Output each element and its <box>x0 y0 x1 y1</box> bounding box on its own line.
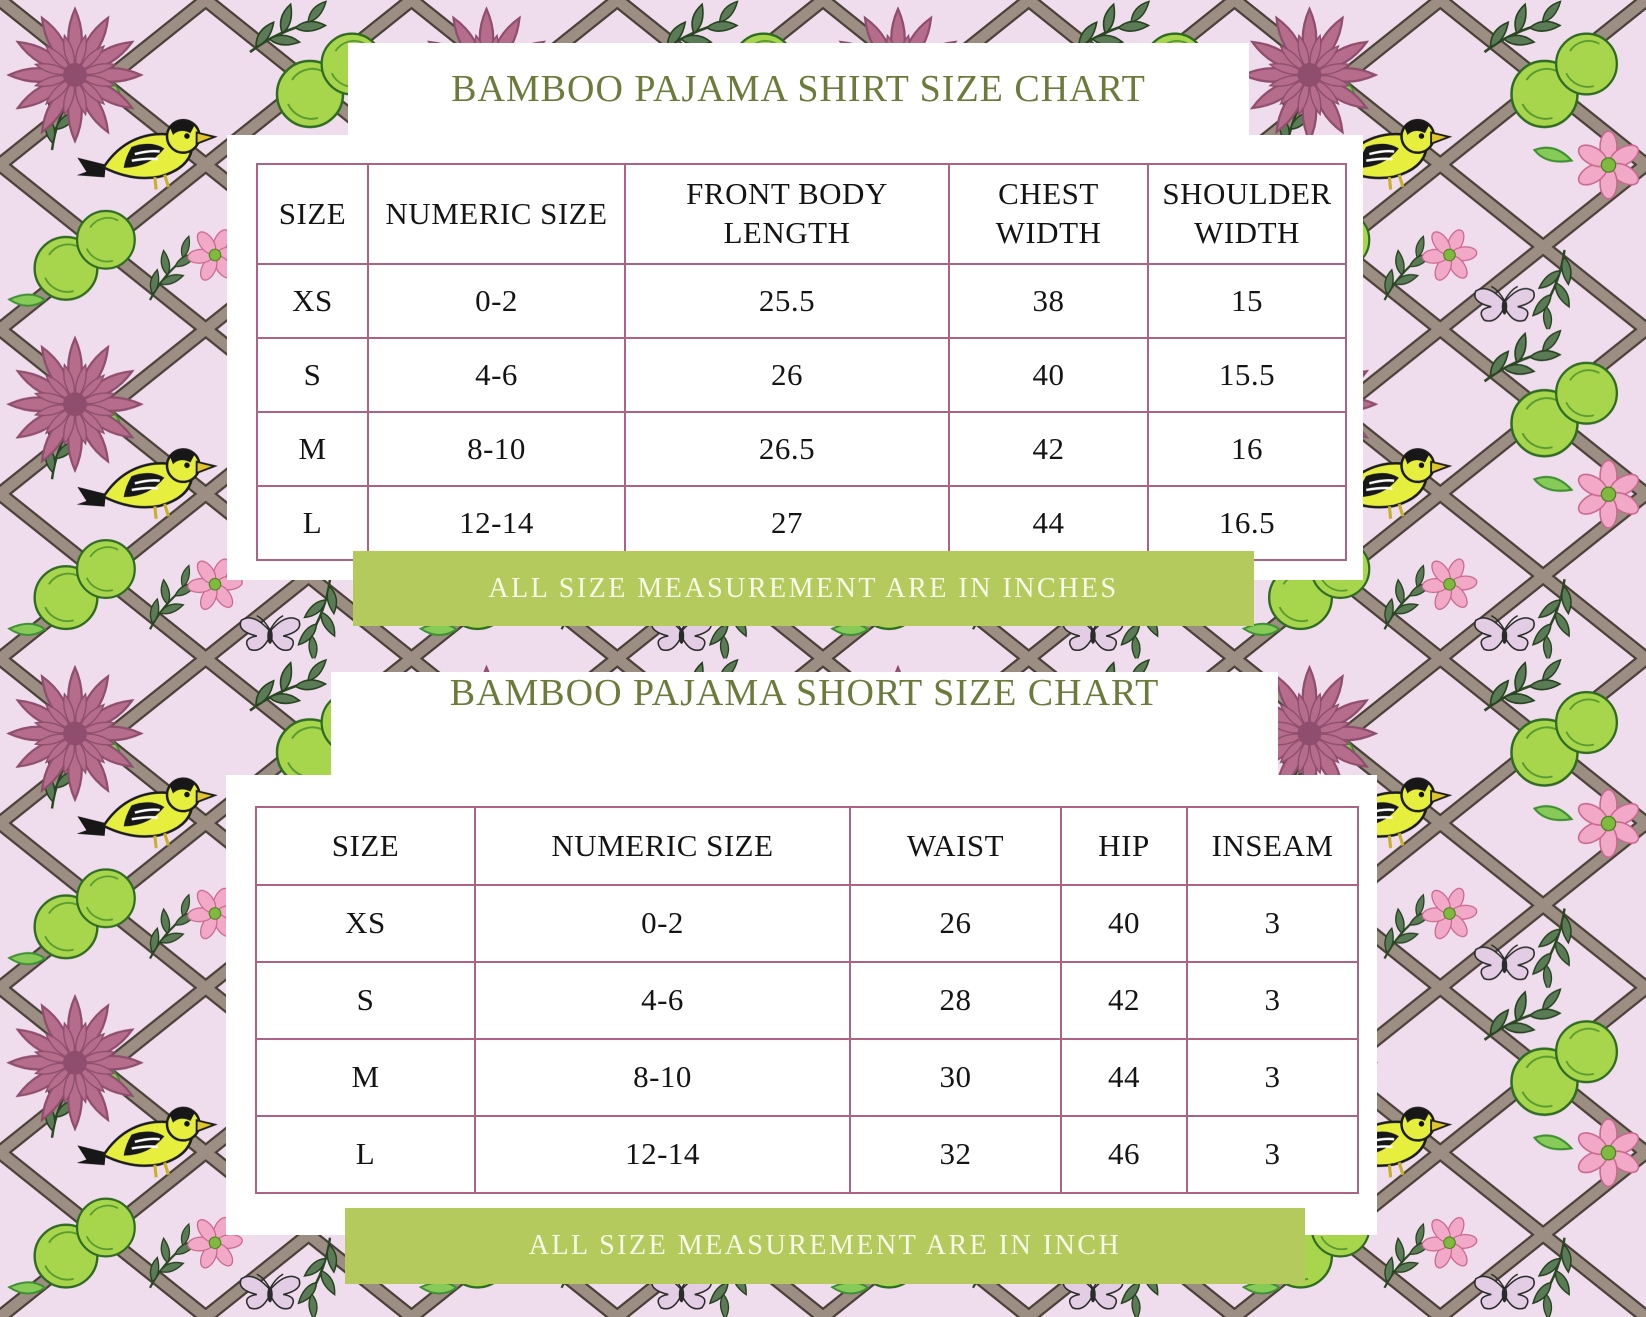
measurement-cell: 30 <box>850 1039 1061 1116</box>
table-row <box>256 1039 1358 1116</box>
table-row <box>256 1116 1358 1193</box>
measurement-cell: 28 <box>850 962 1061 1039</box>
size-label-cell: M <box>257 412 368 486</box>
measurement-cell: 26.5 <box>625 412 949 486</box>
column-header-numeric-size: NUMERIC SIZE <box>475 807 850 885</box>
measurement-cell: 16.5 <box>1148 486 1346 560</box>
column-header-size: SIZE <box>256 807 475 885</box>
measurement-cell: 3 <box>1187 962 1358 1039</box>
measurement-cell: 27 <box>625 486 949 560</box>
measurement-cell: 25.5 <box>625 264 949 338</box>
size-label-cell: L <box>256 1116 475 1193</box>
column-header-size: SIZE <box>257 164 368 264</box>
shirt-chart-title: BAMBOO PAJAMA SHIRT SIZE CHART <box>451 68 1146 110</box>
short-chart-title: BAMBOO PAJAMA SHORT SIZE CHART <box>449 672 1160 714</box>
column-header-numeric-size: NUMERIC SIZE <box>368 164 625 264</box>
column-header-inseam: INSEAM <box>1187 807 1358 885</box>
table-row <box>257 264 1346 338</box>
column-header-front-body-length: FRONT BODY LENGTH <box>625 164 949 264</box>
size-label-cell: M <box>256 1039 475 1116</box>
column-header-shoulder-width: SHOULDER WIDTH <box>1148 164 1346 264</box>
measurement-cell: 0-2 <box>368 264 625 338</box>
size-label-cell: S <box>257 338 368 412</box>
table-row <box>257 338 1346 412</box>
measurement-cell: 44 <box>949 486 1148 560</box>
column-header-waist: WAIST <box>850 807 1061 885</box>
measurement-cell: 42 <box>1061 962 1187 1039</box>
measurement-cell: 46 <box>1061 1116 1187 1193</box>
measurement-cell: 3 <box>1187 1116 1358 1193</box>
short-units-banner: ALL SIZE MEASUREMENT ARE IN INCH <box>345 1208 1305 1284</box>
size-label-cell: S <box>256 962 475 1039</box>
measurement-cell: 40 <box>949 338 1148 412</box>
measurement-cell: 32 <box>850 1116 1061 1193</box>
measurement-cell: 3 <box>1187 885 1358 962</box>
size-label-cell: XS <box>256 885 475 962</box>
table-row <box>256 962 1358 1039</box>
measurement-cell: 12-14 <box>368 486 625 560</box>
shirt-units-banner: ALL SIZE MEASUREMENT ARE IN INCHES <box>353 551 1254 626</box>
measurement-cell: 15.5 <box>1148 338 1346 412</box>
measurement-cell: 16 <box>1148 412 1346 486</box>
column-header-chest-width: CHEST WIDTH <box>949 164 1148 264</box>
measurement-cell: 42 <box>949 412 1148 486</box>
measurement-cell: 3 <box>1187 1039 1358 1116</box>
measurement-cell: 4-6 <box>475 962 850 1039</box>
measurement-cell: 26 <box>625 338 949 412</box>
measurement-cell: 12-14 <box>475 1116 850 1193</box>
short-size-table <box>255 806 1359 1194</box>
measurement-cell: 0-2 <box>475 885 850 962</box>
measurement-cell: 4-6 <box>368 338 625 412</box>
measurement-cell: 38 <box>949 264 1148 338</box>
column-header-hip: HIP <box>1061 807 1187 885</box>
measurement-cell: 26 <box>850 885 1061 962</box>
size-label-cell: L <box>257 486 368 560</box>
measurement-cell: 8-10 <box>368 412 625 486</box>
measurement-cell: 40 <box>1061 885 1187 962</box>
table-row <box>257 486 1346 560</box>
size-label-cell: XS <box>257 264 368 338</box>
table-header-row <box>256 807 1358 885</box>
measurement-cell: 15 <box>1148 264 1346 338</box>
table-header-row <box>257 164 1346 264</box>
measurement-cell: 44 <box>1061 1039 1187 1116</box>
shirt-size-table <box>256 163 1347 561</box>
table-row <box>257 412 1346 486</box>
table-row <box>256 885 1358 962</box>
measurement-cell: 8-10 <box>475 1039 850 1116</box>
